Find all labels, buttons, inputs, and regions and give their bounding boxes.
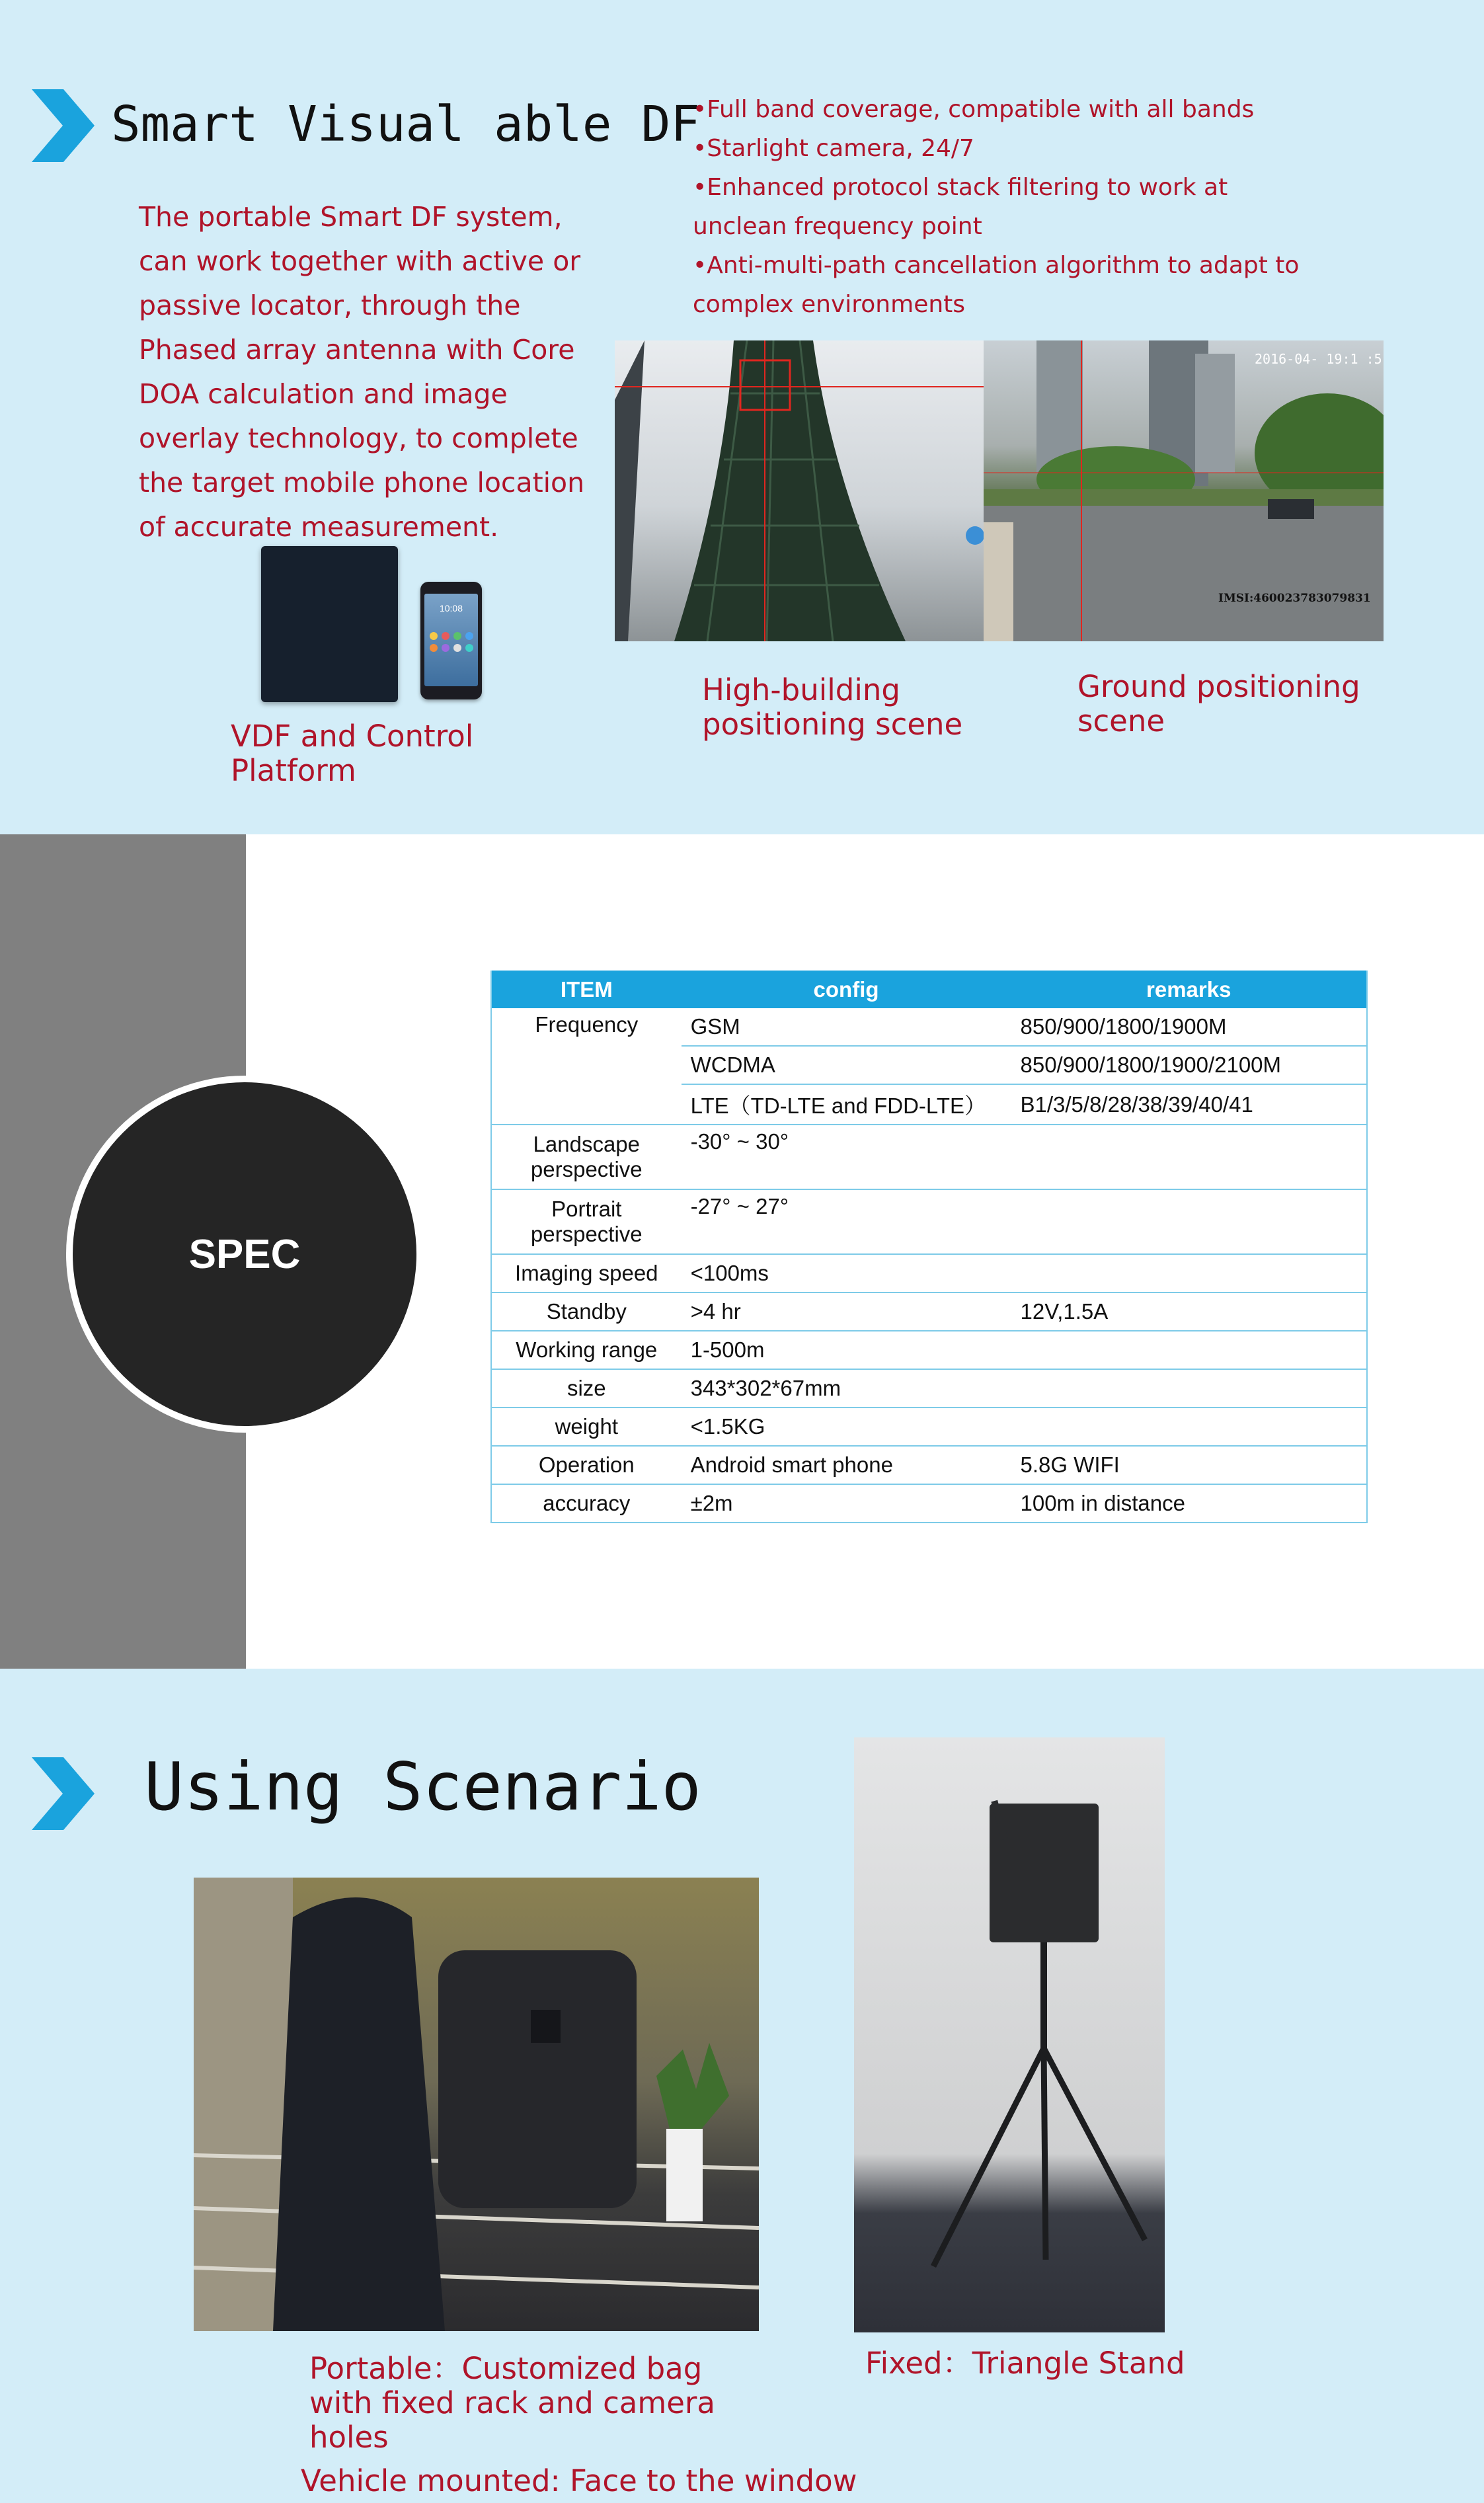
cell-config: Android smart phone <box>682 1446 1011 1484</box>
cell-config: >4 hr <box>682 1292 1011 1331</box>
tripod-illustration <box>854 1737 1165 2332</box>
cell-remarks <box>1011 1331 1368 1369</box>
intro-section <box>0 0 1484 834</box>
cell-item: Standby <box>491 1292 682 1331</box>
caption-fixed: Fixed：Triangle Stand <box>865 2346 1185 2381</box>
phone-screen-time: 10:08 <box>439 603 463 614</box>
cell-config: ±2m <box>682 1484 1011 1523</box>
cell-remarks <box>1011 1254 1368 1292</box>
cell-item: Frequency <box>491 1008 682 1125</box>
building-illustration <box>615 340 984 641</box>
cell-remarks: 12V,1.5A <box>1011 1292 1368 1331</box>
cell-config: 343*302*67mm <box>682 1369 1011 1408</box>
cell-config: LTE（TD-LTE and FDD-LTE） <box>682 1084 1011 1125</box>
cell-remarks: 850/900/1800/1900/2100M <box>1011 1046 1368 1084</box>
spec-section <box>0 834 1484 1669</box>
header-remarks: remarks <box>1011 971 1368 1008</box>
cell-config: -30° ~ 30° <box>682 1125 1011 1189</box>
table-header-row <box>491 971 1367 1008</box>
caption-portable: Portable：Customized bag with fixed rack and camera holes <box>309 2351 715 2455</box>
cell-item: Landscape perspective <box>491 1125 682 1189</box>
spec-circle <box>73 1082 416 1426</box>
feature-item: •Enhanced protocol stack filtering to work at unclean frequency point <box>693 174 1228 240</box>
phone-screen <box>424 594 478 686</box>
spec-table <box>490 971 1368 1523</box>
cell-remarks <box>1011 1125 1368 1189</box>
cell-remarks: 5.8G WIFI <box>1011 1446 1368 1484</box>
cell-config: <100ms <box>682 1254 1011 1292</box>
table-row <box>491 1125 1367 1189</box>
cell-config: 1-500m <box>682 1331 1011 1369</box>
cell-config: <1.5KG <box>682 1408 1011 1446</box>
cell-item: accuracy <box>491 1484 682 1523</box>
cell-item: weight <box>491 1408 682 1446</box>
table-row <box>491 1292 1367 1331</box>
cell-remarks <box>1011 1189 1368 1254</box>
section-title-using-scenario: Using Scenario <box>144 1748 701 1825</box>
backpack-illustration <box>194 1878 759 2331</box>
using-scenario-section <box>0 1669 1484 2503</box>
feature-list <box>693 90 1301 324</box>
table-row <box>491 1008 1367 1046</box>
cell-remarks: 100m in distance <box>1011 1484 1368 1523</box>
cell-remarks <box>1011 1369 1368 1408</box>
cell-item: Portrait perspective <box>491 1189 682 1254</box>
feature-item: •Anti-multi-path cancellation algorithm to adapt to complex environments <box>693 252 1300 318</box>
cell-remarks: B1/3/5/8/28/38/39/40/41 <box>1011 1084 1368 1125</box>
feature-item: •Full band coverage, compatible with all bands <box>693 96 1255 123</box>
intro-paragraph: The portable Smart DF system, can work together with active or passive locator, through the Phased array antenna with Core DOA calculation and image overlay technology, to complete the target mobile phone location of accurate measurement. <box>139 201 585 543</box>
cell-item: Working range <box>491 1331 682 1369</box>
table-row <box>491 1254 1367 1292</box>
table-row <box>491 1331 1367 1369</box>
chevron-right-icon <box>32 1757 95 1830</box>
high-building-photo <box>615 340 984 641</box>
header-config: config <box>682 971 1011 1008</box>
caption-vehicle: Vehicle mounted: Face to the window <box>301 2463 857 2498</box>
caption-high-building: High-building positioning scene <box>702 672 963 742</box>
caption-platform: VDF and Control Platform <box>231 719 474 788</box>
cell-item: Imaging speed <box>491 1254 682 1292</box>
cell-config: GSM <box>682 1008 1011 1046</box>
feature-item: •Starlight camera, 24/7 <box>693 135 974 162</box>
cell-item: Operation <box>491 1446 682 1484</box>
spec-label: SPEC <box>188 1231 301 1277</box>
table-row <box>491 1446 1367 1484</box>
cell-remarks <box>1011 1408 1368 1446</box>
section-title-smart-df: Smart Visual able DF <box>111 96 701 153</box>
table-row <box>491 1484 1367 1523</box>
table-row <box>491 1189 1367 1254</box>
table-row <box>491 1369 1367 1408</box>
portable-bag-photo <box>194 1878 759 2331</box>
cell-remarks: 850/900/1800/1900M <box>1011 1008 1368 1046</box>
table-row <box>491 1408 1367 1446</box>
ground-positioning-photo <box>984 340 1384 641</box>
chevron-right-icon <box>32 89 95 162</box>
phone-app-grid <box>424 632 478 652</box>
header-item: ITEM <box>491 971 682 1008</box>
photo-imsi-overlay: IMSI:460023783079831 <box>1218 592 1371 605</box>
control-phone-image <box>420 582 482 699</box>
cell-config: WCDMA <box>682 1046 1011 1084</box>
cell-item: size <box>491 1369 682 1408</box>
triangle-stand-photo <box>854 1737 1165 2332</box>
caption-ground: Ground positioning scene <box>1077 669 1360 738</box>
photo-timestamp-overlay: 2016-04- 19:1 :5 <box>1255 351 1382 367</box>
cell-config: -27° ~ 27° <box>682 1189 1011 1254</box>
ground-illustration <box>984 340 1384 641</box>
vdf-device-image <box>261 546 398 702</box>
